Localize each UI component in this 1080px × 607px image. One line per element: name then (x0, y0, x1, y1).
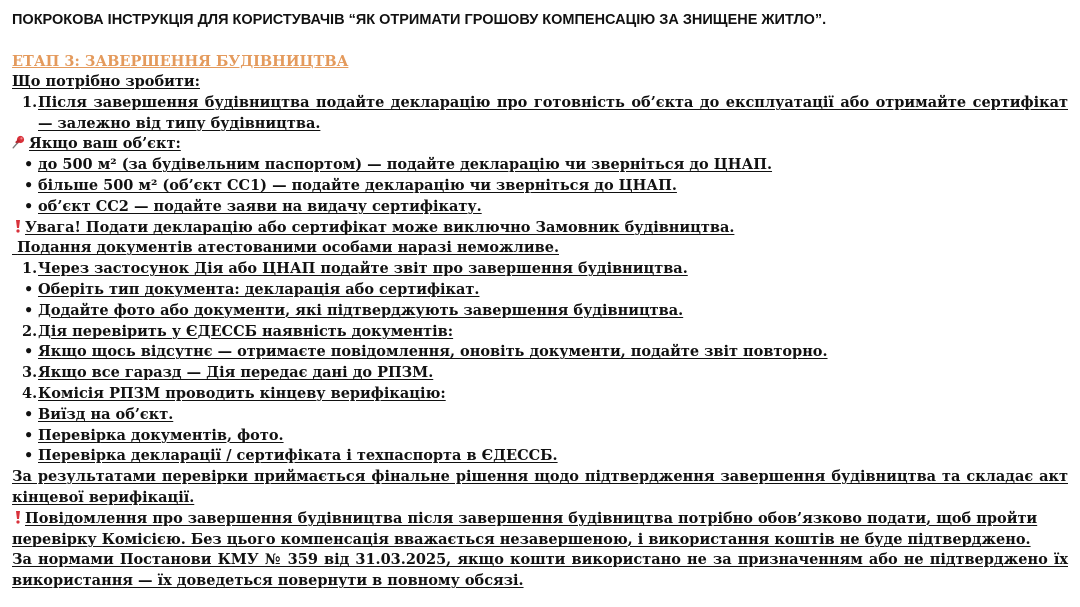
object-item-text: до 500 м² (за будівельним паспортом) — подайте декларацію чи зверніться до ЦНАП. (38, 156, 773, 174)
step-4-item (12, 446, 1068, 467)
step-4-item (12, 405, 1068, 426)
bullet-icon: • (24, 343, 34, 361)
result-text: За результатами перевірки приймається фінальне рішення щодо підтвердження завершення будівництва та складає акт кінцевої верифікації. (12, 468, 1068, 506)
object-item (12, 155, 1068, 176)
step-2-item (12, 342, 1068, 363)
step-3-text: Якщо все гаразд — Дія передає дані до РПЗМ. (38, 364, 434, 382)
step-2-number: 2. (22, 322, 38, 340)
bullet-icon: • (24, 197, 34, 215)
step-4-text: Комісія РПЗМ проводить кінцеву верифікацію: (38, 384, 446, 402)
step-4-number: 4. (22, 384, 38, 402)
step-4-item (12, 426, 1068, 447)
warning-1 (12, 218, 1068, 239)
step-2-item-text: Якщо щось відсутнє — отримаєте повідомлення, оновіть документи, подайте звіт повторно. (38, 343, 828, 361)
object-item-text: більше 500 м² (об’єкт СС1) — подайте декларацію чи зверніться до ЦНАП. (38, 176, 677, 194)
warning-2 (12, 509, 1068, 551)
report-item (12, 280, 1068, 301)
document-title: ПОКРОКОВА ІНСТРУКЦІЯ ДЛЯ КОРИСТУВАЧІВ “ЯК ОТРИМАТИ ГРОШОВУ КОМПЕНСАЦІЮ ЗА ЗНИЩЕНЕ ЖИТЛО”. (12, 12, 827, 28)
step-4-item-text: Перевірка документів, фото. (38, 426, 284, 444)
bullet-icon: • (24, 176, 34, 194)
bullet-icon: • (24, 426, 34, 444)
stage-heading: ЕТАП 3: ЗАВЕРШЕННЯ БУДІВНИЦТВА (12, 53, 349, 70)
step-report-text: Через застосунок Дія або ЦНАП подайте звіт про завершення будівництва. (38, 260, 688, 278)
final-text: За нормами Постанови КМУ № 359 від 31.03.2025, якщо кошти використано не за призначенням або не підтверджено їх використання — їх доведеться повернути в повному обсязі. (12, 551, 1068, 590)
object-item-text: об’єкт СС2 — подайте заяви на видачу сертифікату. (38, 197, 482, 215)
step-1-number: 1. (22, 93, 38, 111)
warning-1-text: Увага! Подати декларацію або сертифікат може виключно Замовник будівництва. (25, 218, 735, 236)
bullet-icon: • (24, 280, 34, 298)
exclamation-icon (15, 510, 21, 524)
report-item-text: Оберіть тип документа: декларація або сертифікат. (38, 280, 480, 298)
note-1 (12, 238, 1068, 259)
object-item (12, 197, 1068, 218)
exclamation-icon (15, 219, 21, 233)
step-report-number: 1. (22, 260, 38, 278)
pushpin-icon (12, 135, 26, 149)
warning-2-text: Повідомлення про завершення будівництва після завершення будівництва потрібно обов’язково подати, щоб пройти перевірку Комісією. Без цього компенсація вважається незавершеною, і використання коштів не буде підтверджено. (12, 509, 1038, 548)
report-item (12, 301, 1068, 322)
bullet-icon: • (24, 447, 34, 465)
step-4-item-text: Перевірка декларації / сертифіката і техпаспорта в ЄДЕССБ. (38, 447, 558, 465)
step-1 (12, 93, 1068, 135)
object-heading (12, 134, 1068, 155)
object-heading-text: Якщо ваш об’єкт: (29, 135, 181, 153)
step-4-item-text: Виїзд на об’єкт. (38, 405, 174, 423)
step-report (12, 259, 1068, 280)
todo-heading: Що потрібно зробити: (12, 73, 200, 90)
note-1-text: Подання документів атестованими особами наразі неможливе. (17, 239, 559, 257)
step-2 (12, 322, 1068, 343)
bullet-icon: • (24, 405, 34, 423)
step-3 (12, 363, 1068, 384)
step-1-text: Після завершення будівництва подайте декларацію про готовність об’єкта до експлуатації або отримайте сертифікат — залежно від типу будівництва. (38, 93, 1068, 132)
step-4 (12, 384, 1068, 405)
bullet-icon: • (24, 301, 34, 319)
step-2-text: Дія перевірить у ЄДЕССБ наявність документів: (38, 322, 454, 340)
report-item-text: Додайте фото або документи, які підтверджують завершення будівництва. (38, 301, 684, 319)
step-3-number: 3. (22, 364, 38, 382)
bullet-icon: • (24, 156, 34, 174)
object-item (12, 176, 1068, 197)
